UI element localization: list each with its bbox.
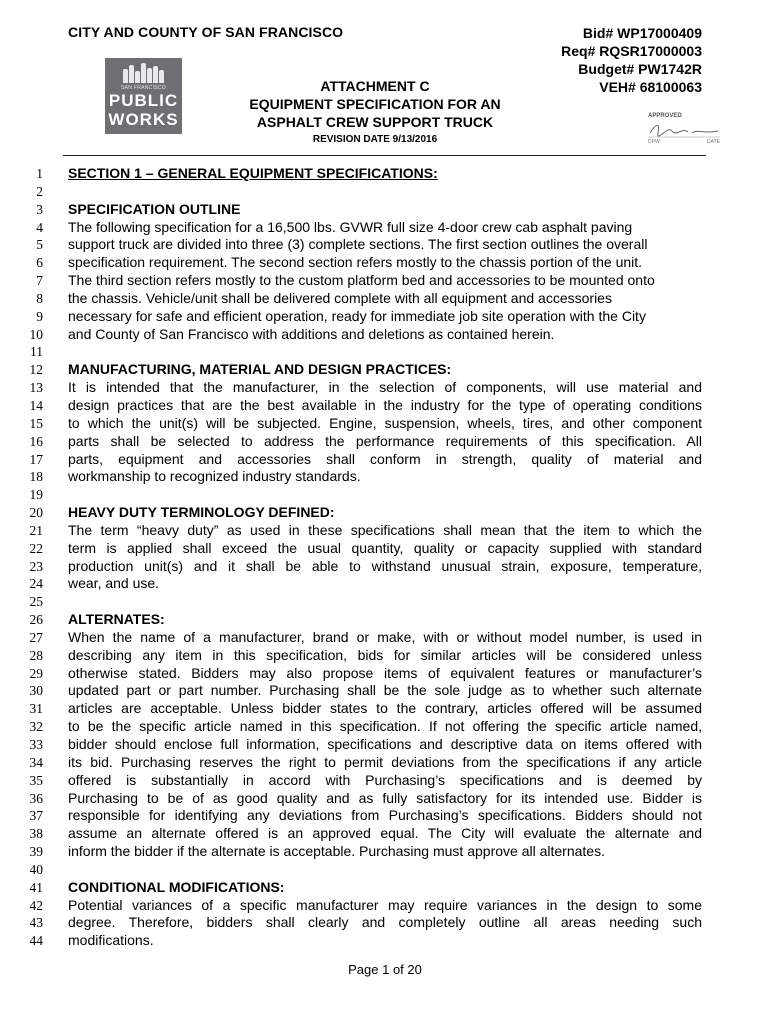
line-number: 42	[29, 897, 43, 913]
body-line: support truck are divided into three (3) complete sections. The first section outlines the overall	[68, 236, 648, 253]
line-number: 28	[29, 647, 43, 663]
logo-line-1: PUBLIC	[108, 91, 179, 110]
line-number: 21	[29, 522, 43, 538]
line-number: 16	[29, 433, 43, 449]
line-number: 17	[29, 451, 43, 467]
line-number: 9	[36, 308, 43, 324]
line-number: 13	[29, 380, 43, 396]
title-line-3: ASPHALT CREW SUPPORT TRUCK	[256, 114, 494, 130]
line-number: 33	[29, 737, 43, 752]
title-line-1: ATTACHMENT C	[320, 78, 430, 94]
signature-icon	[648, 121, 720, 139]
body-line: inform the bidder if the alternate is acceptable. Purchasing must approve all alternates.	[68, 843, 605, 860]
line-number: 35	[29, 772, 43, 788]
section-heading: MANUFACTURING, MATERIAL AND DESIGN PRACTICES:	[68, 361, 452, 378]
body-line: the chassis. Vehicle/unit shall be delivered complete with all equipment and accessories	[68, 289, 612, 306]
body-line: design practices that are the best available in the industry for the type of operating conditions	[68, 396, 702, 413]
line-number: 31	[29, 701, 43, 717]
approval-stamp	[648, 113, 720, 147]
header-divider	[63, 155, 706, 156]
veh-number: VEH# 68100063	[599, 79, 702, 95]
section-heading: SECTION 1 – GENERAL EQUIPMENT SPECIFICATIONS:	[68, 165, 438, 181]
line-number: 37	[29, 808, 43, 824]
body-line: The term “heavy duty” as used in these specifications shall mean that the item to which the	[68, 521, 702, 538]
line-number: 34	[29, 754, 43, 770]
logo-line-2: WORKS	[108, 110, 179, 129]
line-number: 24	[29, 576, 43, 592]
line-number: 27	[29, 629, 43, 645]
body-line: The third section refers mostly to the custom platform bed and accessories to be mounted onto	[68, 272, 655, 289]
budget-number: Budget# PW1742R	[578, 61, 702, 77]
body-line: The following specification for a 16,500 lbs. GVWR full size 4-door crew cab asphalt paving	[68, 218, 633, 235]
line-number: 41	[29, 879, 43, 895]
section-heading: SPECIFICATION OUTLINE	[68, 200, 241, 217]
line-number: 4	[36, 219, 43, 235]
line-number: 36	[29, 790, 43, 806]
line-number: 40	[29, 861, 43, 877]
reference-numbers	[561, 24, 702, 96]
line-number: 18	[29, 469, 43, 485]
line-number: 44	[29, 933, 43, 949]
public-works-logo	[105, 58, 182, 134]
body-line: Potential variances of a specific manufacturer may require variances in the design to some	[68, 896, 702, 913]
line-number: 38	[29, 826, 43, 842]
body-line	[68, 486, 702, 504]
line-number: 11	[30, 344, 43, 360]
section-heading: ALTERNATES:	[68, 611, 165, 628]
line-number: 43	[29, 915, 43, 931]
workers-silhouette-icon	[105, 63, 182, 83]
body-line	[68, 861, 702, 879]
body-line: updated part or part number. Purchasing shall be the sole judge as to whether such alternate	[68, 682, 702, 699]
body-line: offered is substantially in accord with Purchasing’s specifications and is deemed by	[68, 771, 702, 788]
line-number: 22	[29, 540, 43, 556]
line-number: 3	[36, 201, 43, 217]
body-line: necessary for safe and efficient operation, ready for immediate job site operation with the City	[68, 307, 646, 324]
line-number: 10	[29, 326, 43, 342]
section-heading: HEAVY DUTY TERMINOLOGY DEFINED:	[68, 504, 335, 521]
body-line: responsible for identifying any deviations from Purchasing’s specifications. Bidders should not	[68, 807, 702, 824]
body-line	[68, 183, 702, 201]
section-heading: CONDITIONAL MODIFICATIONS:	[68, 878, 285, 895]
line-number: 29	[29, 665, 43, 681]
line-numbers	[0, 165, 43, 950]
body-line: production unit(s) and it shall be able to withstand unusual strain, exposure, temperature,	[68, 557, 702, 574]
body-line: wear, and use.	[68, 575, 160, 592]
body-line	[68, 593, 702, 611]
body-line: and County of San Francisco with additions and deletions as contained herein.	[68, 325, 555, 342]
line-number: 30	[29, 683, 43, 699]
body-line: specification requirement. The second section refers mostly to the chassis portion of the unit.	[68, 254, 643, 271]
line-number: 7	[36, 273, 43, 289]
line-number: 6	[36, 255, 43, 271]
approval-date: DATE	[707, 139, 720, 145]
line-number: 8	[36, 290, 43, 306]
body-line: describing any item in this specification, bids for similar articles will be considered unless	[68, 646, 702, 663]
body-line: term is applied shall exceed the usual quantity, quality or capacity supplied with standard	[68, 539, 702, 556]
body-line: parts shall be selected to address the performance requirements of this specification. All	[68, 432, 702, 449]
body-line: parts, equipment and accessories shall conform in strength, quality of material and	[68, 450, 702, 467]
body-line: degree. Therefore, bidders shall clearly and completely outline all areas needing such	[68, 914, 702, 931]
organization-name: CITY AND COUNTY OF SAN FRANCISCO	[68, 24, 344, 40]
line-number: 14	[29, 397, 43, 413]
line-number: 19	[29, 487, 43, 503]
line-number: 15	[29, 415, 43, 431]
body-line: When the name of a manufacturer, brand or make, with or without model number, is used in	[68, 628, 702, 645]
body-line: workmanship to recognized industry standards.	[68, 468, 361, 485]
bid-number: Bid# WP17000409	[582, 25, 702, 41]
logo-arc-text: SAN FRANCISCO	[120, 85, 166, 91]
body-line: articles are acceptable. Unless bidder states to the contrary, articles offered will be assumed	[68, 700, 702, 717]
line-number: 2	[36, 183, 43, 199]
body-line: otherwise stated. Bidders may also propose items of equivalent features or manufacturer’s	[68, 664, 702, 681]
line-number: 25	[29, 594, 43, 610]
document-body	[68, 165, 702, 950]
page-number: Page 1 of 20	[348, 962, 422, 977]
body-line: bidder should enclose full information, specifications and descriptive data on items offered with	[68, 736, 702, 752]
line-number: 39	[29, 844, 43, 860]
body-line	[68, 343, 702, 361]
body-line: assume an alternate offered is an approved equal. The City will evaluate the alternate and	[68, 825, 702, 842]
body-line: modifications.	[68, 932, 154, 949]
line-number: 32	[29, 719, 43, 735]
document-title	[225, 77, 525, 149]
body-line: Purchasing to be of as good quality and as fully satisfactory for its intended use. Bidder is	[68, 789, 702, 806]
body-line: to be the specific article named in this specification. If not offering the specific article named,	[68, 718, 702, 735]
line-number: 23	[29, 558, 43, 574]
body-line: its bid. Purchasing reserves the right to permit deviations from the specifications if any article	[68, 753, 702, 770]
line-number: 5	[36, 237, 43, 253]
line-number: 20	[29, 505, 43, 521]
approval-label: APPROVED	[648, 113, 682, 119]
line-number: 1	[36, 166, 43, 181]
body-line: to which the unit(s) will be subjected. Engine, suspension, wheels, tires, and other component	[68, 414, 702, 431]
title-line-2: EQUIPMENT SPECIFICATION FOR AN	[249, 96, 501, 112]
body-line: It is intended that the manufacturer, in the selection of components, will use material and	[68, 379, 702, 396]
revision-date: REVISION DATE 9/13/2016	[312, 134, 438, 145]
line-number: 26	[29, 612, 43, 628]
approval-dpw: DPW	[648, 139, 660, 145]
req-number: Req# RQSR17000003	[561, 43, 702, 59]
line-number: 12	[29, 362, 43, 378]
